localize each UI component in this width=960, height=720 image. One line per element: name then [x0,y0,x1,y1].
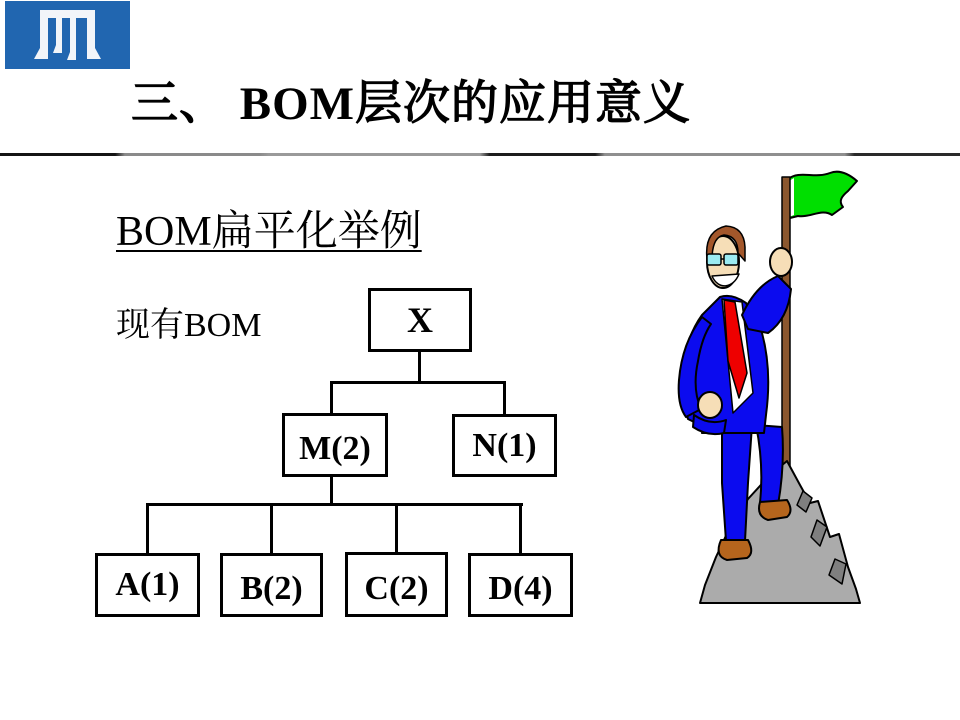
slide-title: 三、 BOM层次的应用意义 [131,78,692,130]
tree-node-c-label: C(2) [364,569,429,607]
tree-node-n [452,414,557,477]
tree-node-d-label: D(4) [488,570,553,607]
flag-pole [782,177,790,473]
tree-node-x-label: X [407,300,433,340]
tree-node-m-label: M(2) [299,430,371,467]
right-hand-grip [770,248,792,276]
tree-node-n-label: N(1) [472,426,537,464]
tree-connector-m-stem [330,476,333,506]
tree-connector-drop-n [503,381,506,415]
flag-climber-clipart [660,165,960,705]
tree-connector-drop-m [330,381,333,414]
left-shoe [719,540,752,560]
tree-connector-drop-a [146,503,149,554]
subtitle-bom-flattening: BOM扁平化举例 [116,209,422,255]
tree-node-b-label: B(2) [240,570,303,607]
tree-connector-x-stem [418,352,421,384]
tree-node-m [282,413,388,477]
label-existing-bom: 现有BOM [116,307,262,344]
title-divider [0,153,960,156]
tree-connector-level2-bar [146,503,523,506]
tree-node-a-label: A(1) [115,566,180,603]
company-logo [5,1,130,69]
tree-connector-drop-b [270,503,273,554]
tree-node-d [468,553,573,617]
tree-node-c [345,552,448,617]
tree-connector-drop-d [519,503,522,554]
flag-icon [788,172,857,218]
head [707,226,745,288]
businessman-figure [679,226,792,560]
tree-node-x [368,288,472,352]
right-shoe [759,500,791,520]
tree-node-b [220,553,323,617]
left-hand [698,392,722,418]
tree-connector-drop-c [395,503,398,553]
tree-node-a [95,553,200,617]
tree-connector-level1-bar [330,381,506,384]
